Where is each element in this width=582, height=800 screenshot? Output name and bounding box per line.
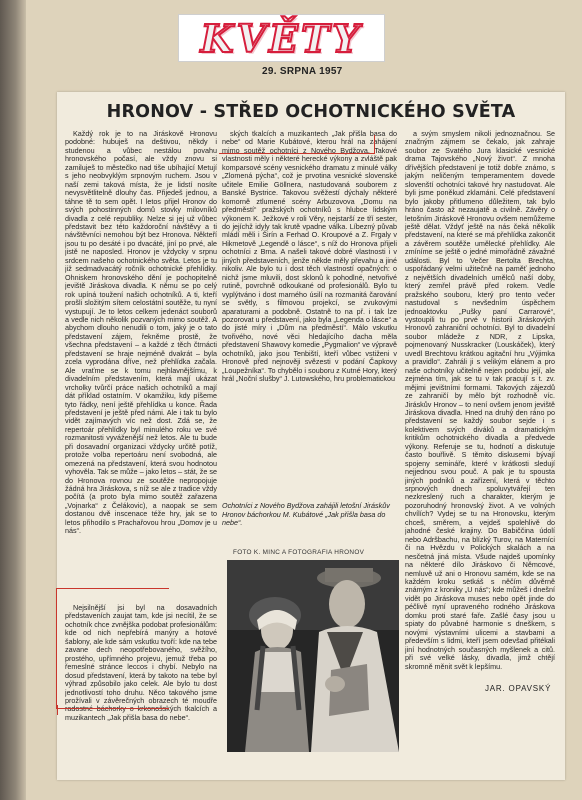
article-column-2 [222,130,397,498]
magazine-logo [178,14,385,62]
column-1-text: Každý rok je to na Jiráskově Hronovu podobné: hubuješ na deštivou, někdy i studenou a vůbec nestálou povahu hronovského počasí, ale vždy znovu si zamiluješ to městečko nad tiše ubíhající Metují s jeho neobvyklým srpnovým ruchem. Jsou v naší zemi taková místa, že je lidstí nosíte nevysvětlitelně dlouhy čas. Přijedeš jednou, a táhne tě to sem opět. I letos přijel Hronov do svých pohostinných domů stovky milovníků divadla z celé republiky. Nelze si jej už vůbec představit bez této každoroční návštěvy a ti návštěvníci nemohou být bez Hronova. Někteří jsou tu po desáté i po dvacáté, jiní po prvé, ale jistě ne naposled. Hronov je vždycky v srpnu srdcem našeho ochotnického světa. Letos je tu již sedmadvacátý ročník ochotnické přehlídky. Ohniskem hronovského dění je pochopitelně jeviště Jiráskova divadla. K němu se po celý rok upíná toužení našich ochotníků. A ti, kteří prošli složitým sítem celostátní soutěže, tu nyní vystupují. Je to letos celkem jedenáct souborů a vedle nich několik pozvaných mimo soutěž. A abychom dlouho nenudili o tom, jaký je o tato představení zájem, řekněme prostě, že všechna představení – a každé z těch čtrnácti představení se hraje nejméně dvakrát – byla zcela vyprodána dříve, než přehlídka začala. Ale vraťme se k tomu nejhlavnějšímu, k divadelním představením, která mají ukázat vrcholky tvůrčí práce našich ochotníků a mají dát příklad ostatním. V okamžiku, kdy píšeme tyto řádky, není ještě přehlídka u konce. Řada představení je ještě před námi. Ale i tak tu bylo vidět zajímavých víc než dost. Zdá se, že repertoár přehlídky byl minulého roku ve své rozmanitosti vyváženější než letos. Ale tu bude při dosavadní organizaci vždycky určitě potíž, protože volba repertoáru není svobodná, ale omezená na představení, která svou hodnotou vyhověla. Tak se může – jako letos – stát, že se do Hronova rovnou ze soutěže nepropojuje žádná hra Jiráskova, s níž se ale z tradice vždy počítá (a proto byla mimo soutěž zařazena „Vojnarka“ z Čelákovic), a naopak se sem dostanou dvě inscenace téže hry, jak se to letos přihodilo s Prachařovou hrou „Domov je u nás“. [65,130,217,536]
binding-edge [0,0,26,800]
red-pen-bracket [56,588,169,709]
stage-photo [227,560,399,752]
red-pen-stroke [57,705,62,715]
photo-caption: Ochotníci z Nového Bydžova zahájili letošní Jiráskův Hronov báchorkou M. Kubátové „Jak přišla basa do nebe“. [222,501,390,528]
issue-date: 29. SRPNA 1957 [262,66,343,77]
photo-credit: FOTO K. MINC A FOTOGRAFIA HRONOV [233,549,365,556]
author-signature: JAR. OPAVSKÝ [485,684,552,693]
article-column-1 [65,130,217,600]
magazine-logo-text: KVĚTY [200,15,363,61]
column-2-text: ských tkalcích a muzikantech „Jak přišla basa do nebe“ od Marie Kubátové, kterou hrál na zahájení mimo soutěž ochotníci z Nového Bydžova. Takové vlastnosti měly i některé herecké výkony a zvláště pak komparsové scény vesnického dramatu z minulé války „Zlomená pýcha“, což je prvotina vesnické slovenské učitele Emilie Göllnera, nastudovaná souborem z Banské Bystrice. Takovou svěžestí dýchaly některé komorně ztlumené scény Arbuzovova „Domu na předměstí“ pražských ochotníků s hlubce lidským výkonem K. Ježkové v roli Věry, nejstarší ze tří sester, do jejíchž idyly tak krutě vpadne válka. Líbezný půvab mládí měli i Širín a Ferhad O. Kroupové a Z. Frgaly v Hikmetově „Legendě o lásce“, s níž do Hronova přijeli ochotníci z Brna. A našeli takové dobré vlastnosti i v jiných představeních, jenže někde měly převahu a jiné nikoliv. Ale bylo tu i dost těch vlastností opačných: o nichž jsme mluvili, dost sklonů k pohodlné, netvořivé rutině, povrchně odkoukané od profesionálů. Bylo tu vyplýtváno i dost marného úsilí na rozmanitá čarování se světly, s filmovou projekcí, se zvukovými aparaturami a podobně. Ostatně to na př. i tak lze pozorovat u představení, jako byla „Legenda o lásce“ a do jisté míry i „Dům na předměstí“. Málo vskutku tvořivého, nové věci hledajícího dacha měla představení Shawovy komedie „Pygmalion“ ve výpravě ochotníků, jako jsou Tenbiští, kteří vůbec vstiženi v Hronově před nejnověji svězesti v podání Čapkovy „Loupežníka“. To chybělo i souboru z Kutné Hory, který hrál „Noční slušby“ J. Lutowského, hru problematickou [222,130,397,384]
red-pen-annotation [219,135,375,154]
column-1-bottom-text: Nejsilnější jsi byl na dosavadních představeních zaujat tam, kde jsi necítil, že se ochotník chce zvnějška podobat profesionálům: kde od nich nepřebírá manýry a hotové šablony, ale kde sám vskutku tvoří: kde na tebe zavane dech neopotřebovaného, svěžího, prostého, upřímného projevu, jemuž třeba po řemeslné stránce leccos i chybí. Nebylo na dosud představení, která by takoto na tebe byl výhrad způsobilo jako celek. Ale bylo tu dost jednotlivostí toho druhu. Něco takového jsme prožívali v závěrečných obrazech té moudře radostné báchorky o krkonošských tkalcích a muzikantech „Jak přišla basa do nebe“. [65,604,217,722]
article-column-3 [405,130,555,710]
column-3-text: a svým smyslem nikoli jednoznačnou. Se značným zájmem se čekalo, jak zahraje soubor ze Svatého Jura klasické vesnické drama Tajovského „Nový život“. Z mnoha dřívějších představení je totiž dobře známo, s jakým neličeným temperamentem dovede slovenští ochotníci takové hry nastudovat. Ale byli jsme poněkud zklamáni. Celé představení bylo jakoby přitlumeno důležitem, tak bylo hráno často až nezaujatě a civilně. Závěry o letošním Jiráskově Hronovu ovšem nemůžeme ještě dělat. Vždyť ještě na nás čeká několik představení, na které se má přehlídka zakončit a závěrem soutěže umělecké přehlídky. Ale zmíníme se ještě o jedné mimořádně závažné události. Byl to Večer Bertolta Brechta, uspořádaný velmi užitečně na paměť jednoho z největších divadelních umělců naší doby, který zemřel právě před rokem. Vedle pražského souboru, který pro tento večer nastudoval s nevšedním úspěchem jednoaktovku „Pušky paní Carrarové“, vystoupili tu po prvé v historii Jiráskových Hronovů zahraniční ochotníci. Byl to divadelní soubor mládeže z NDR, z Lipska, pojmenovaný Nusskracker (Louskáček), který uvedl Brechtovu krátkou agitační hru „Výjimka a pravidlo“. Zahráli ji s velikým elánem a pro naše ochotníky učitelně nejen podobu její, ale zejména tím, jak se tu v tak pracují s t. zv. mějimi jevištními formami. Takových zájezdů ze zahraničí by mělo být rozhodně víc. Jiráskův Hronov – to není ovšem jenom jeviště Jiráskova divadla. Hned na druhý den ráno po představení se každý soubor sejde i s kolektivem svých diváků a dramatickým kritikům ochotnického divadla a předvede výkony. Referuje se tu, hodnotí a diskutuje často bouřlivě. S těmito diskusemi bývají spojeny semináře, které v krátkosti sledují nejjednou svou pouč. A pak je tu spousta jiných podniků a zařízení, která v těchto srpnových dnech spoluvytvářejí ten nezkreslený ruch a charakter, kterým je pozoruhodný hronovský život. A ve volných chvílích? Vydej se tu na Hronovsku, kterým chceš, směrem, a vejdeš spolehlivě do jahodné české krajiny. Do Babiččina údolí nebo Adršbachu, na blízký Turov, na Materníci či na Hvězdu v Polických skalách a na nesčetná jiná místa. Všude najdeš upomínky na některé dílo Jiráskovo či Němcové, nemluvě už ani o Hronovu samém, kde se na každém kroku setkáš s něčím důvěrně známým z kroniky „U nás“; kde můžeš i dnešní vidět po Jiráskova muses nebo opět jinde do péčlivě nyní upraveného rodného Jiráskova domku proti staré faře. Zašlé časy jsou u spiaty do půvabné harmonie s dneškem, s novými výstavními ulicemi a stavbami a především s lidmi, kteří jsem odevšad přitékali jiní hodnotných současných myšlenek a citů. při své velké lásky, divadla, jimž chtějí skromně měnit svět k lepšímu. [405,130,555,671]
article-headline: HRONOV - STŘED OCHOTNICKÉHO SVĚTA [106,102,516,122]
